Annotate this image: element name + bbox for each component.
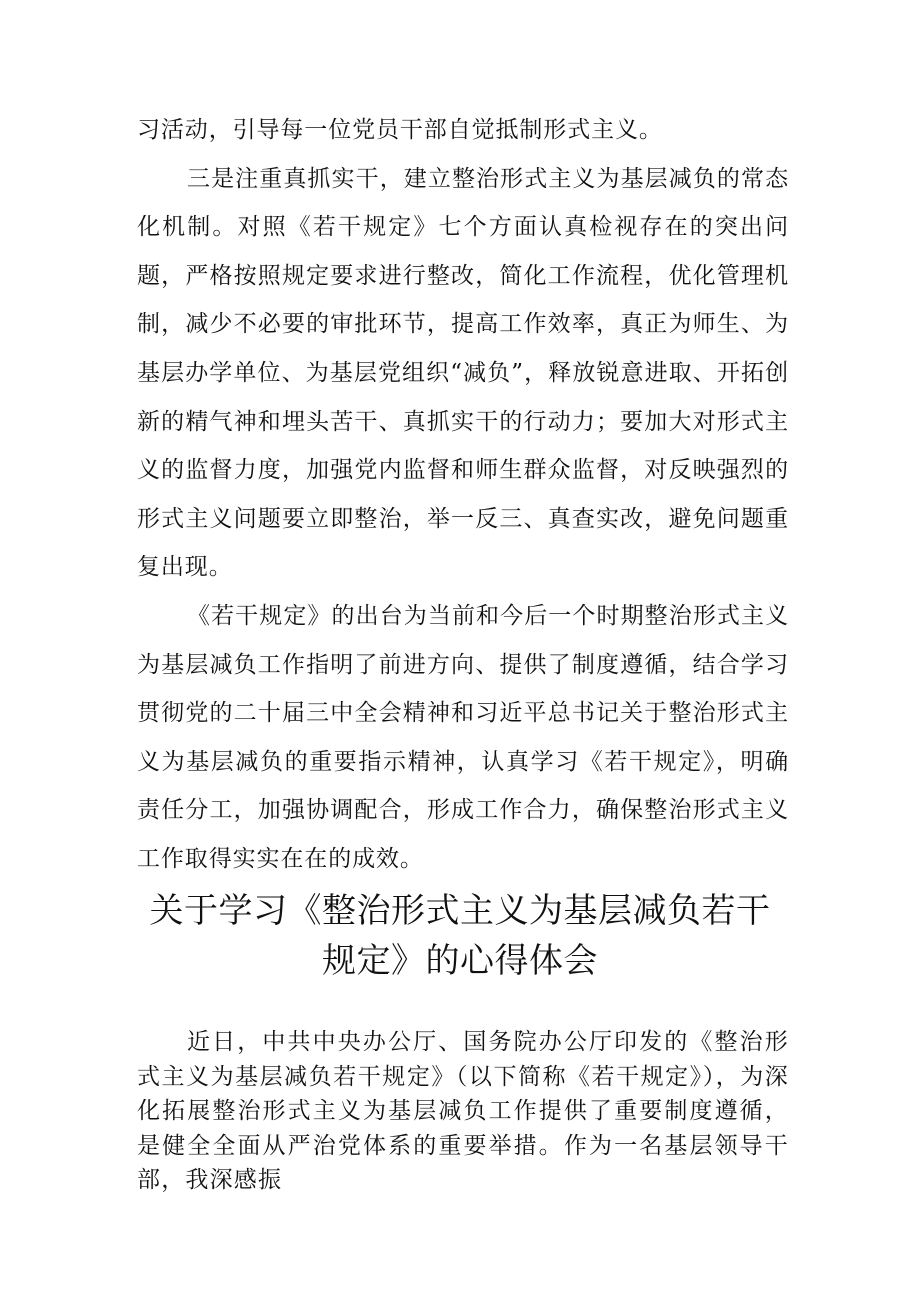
paragraph-conclusion: 《若干规定》的出台为当前和今后一个时期整治形式主义为基层减负工作指明了前进方向、提供了制度遵循，结合学习贯彻党的二十届三中全会精神和习近平总书记关于整治形式主义为基层减负的重要指示精神，认真学习《若干规定》，明确责任分工，加强协调配合，形成工作合力，确保整治形式主义工作取得实实在在的成效。 (137, 602, 789, 872)
new-article-section (137, 1025, 789, 1198)
article-title (120, 886, 800, 986)
article-title-line-2: 规定》的心得体会 (322, 941, 598, 981)
paragraph-fragment: 习活动，引导每一位党员干部自觉抵制形式主义。 (137, 117, 663, 143)
article-title-line-1: 关于学习《整治形式主义为基层减负若干 (149, 891, 771, 931)
paragraph-point-three: 三是注重真抓实干，建立整治形式主义为基层减负的常态化机制。对照《若干规定》七个方面认真检视存在的突出问题，严格按照规定要求进行整改，简化工作流程，优化管理机制，减少不必要的审批环节，提高工作效率，真正为师生、为基层办学单位、为基层党组织“减负”，释放锐意进取、开拓创新的精气神和埋头苦干、真抓实干的行动力；要加大对形式主义的监督力度，加强党内监督和师生群众监督，对反映强烈的形式主义问题要立即整治，举一反三、真查实改，避免问题重复出现。 (137, 165, 789, 581)
paragraph-intro: 近日，中共中央办公厅、国务院办公厅印发的《整治形式主义为基层减负若干规定》（以下简称《若干规定》），为深化拓展整治形式主义为基层减负工作提供了重要制度遵循，是健全全面从严治党体系的重要举措。作为一名基层领导干部，我深感振 (137, 1029, 789, 1193)
continued-section (137, 106, 789, 884)
